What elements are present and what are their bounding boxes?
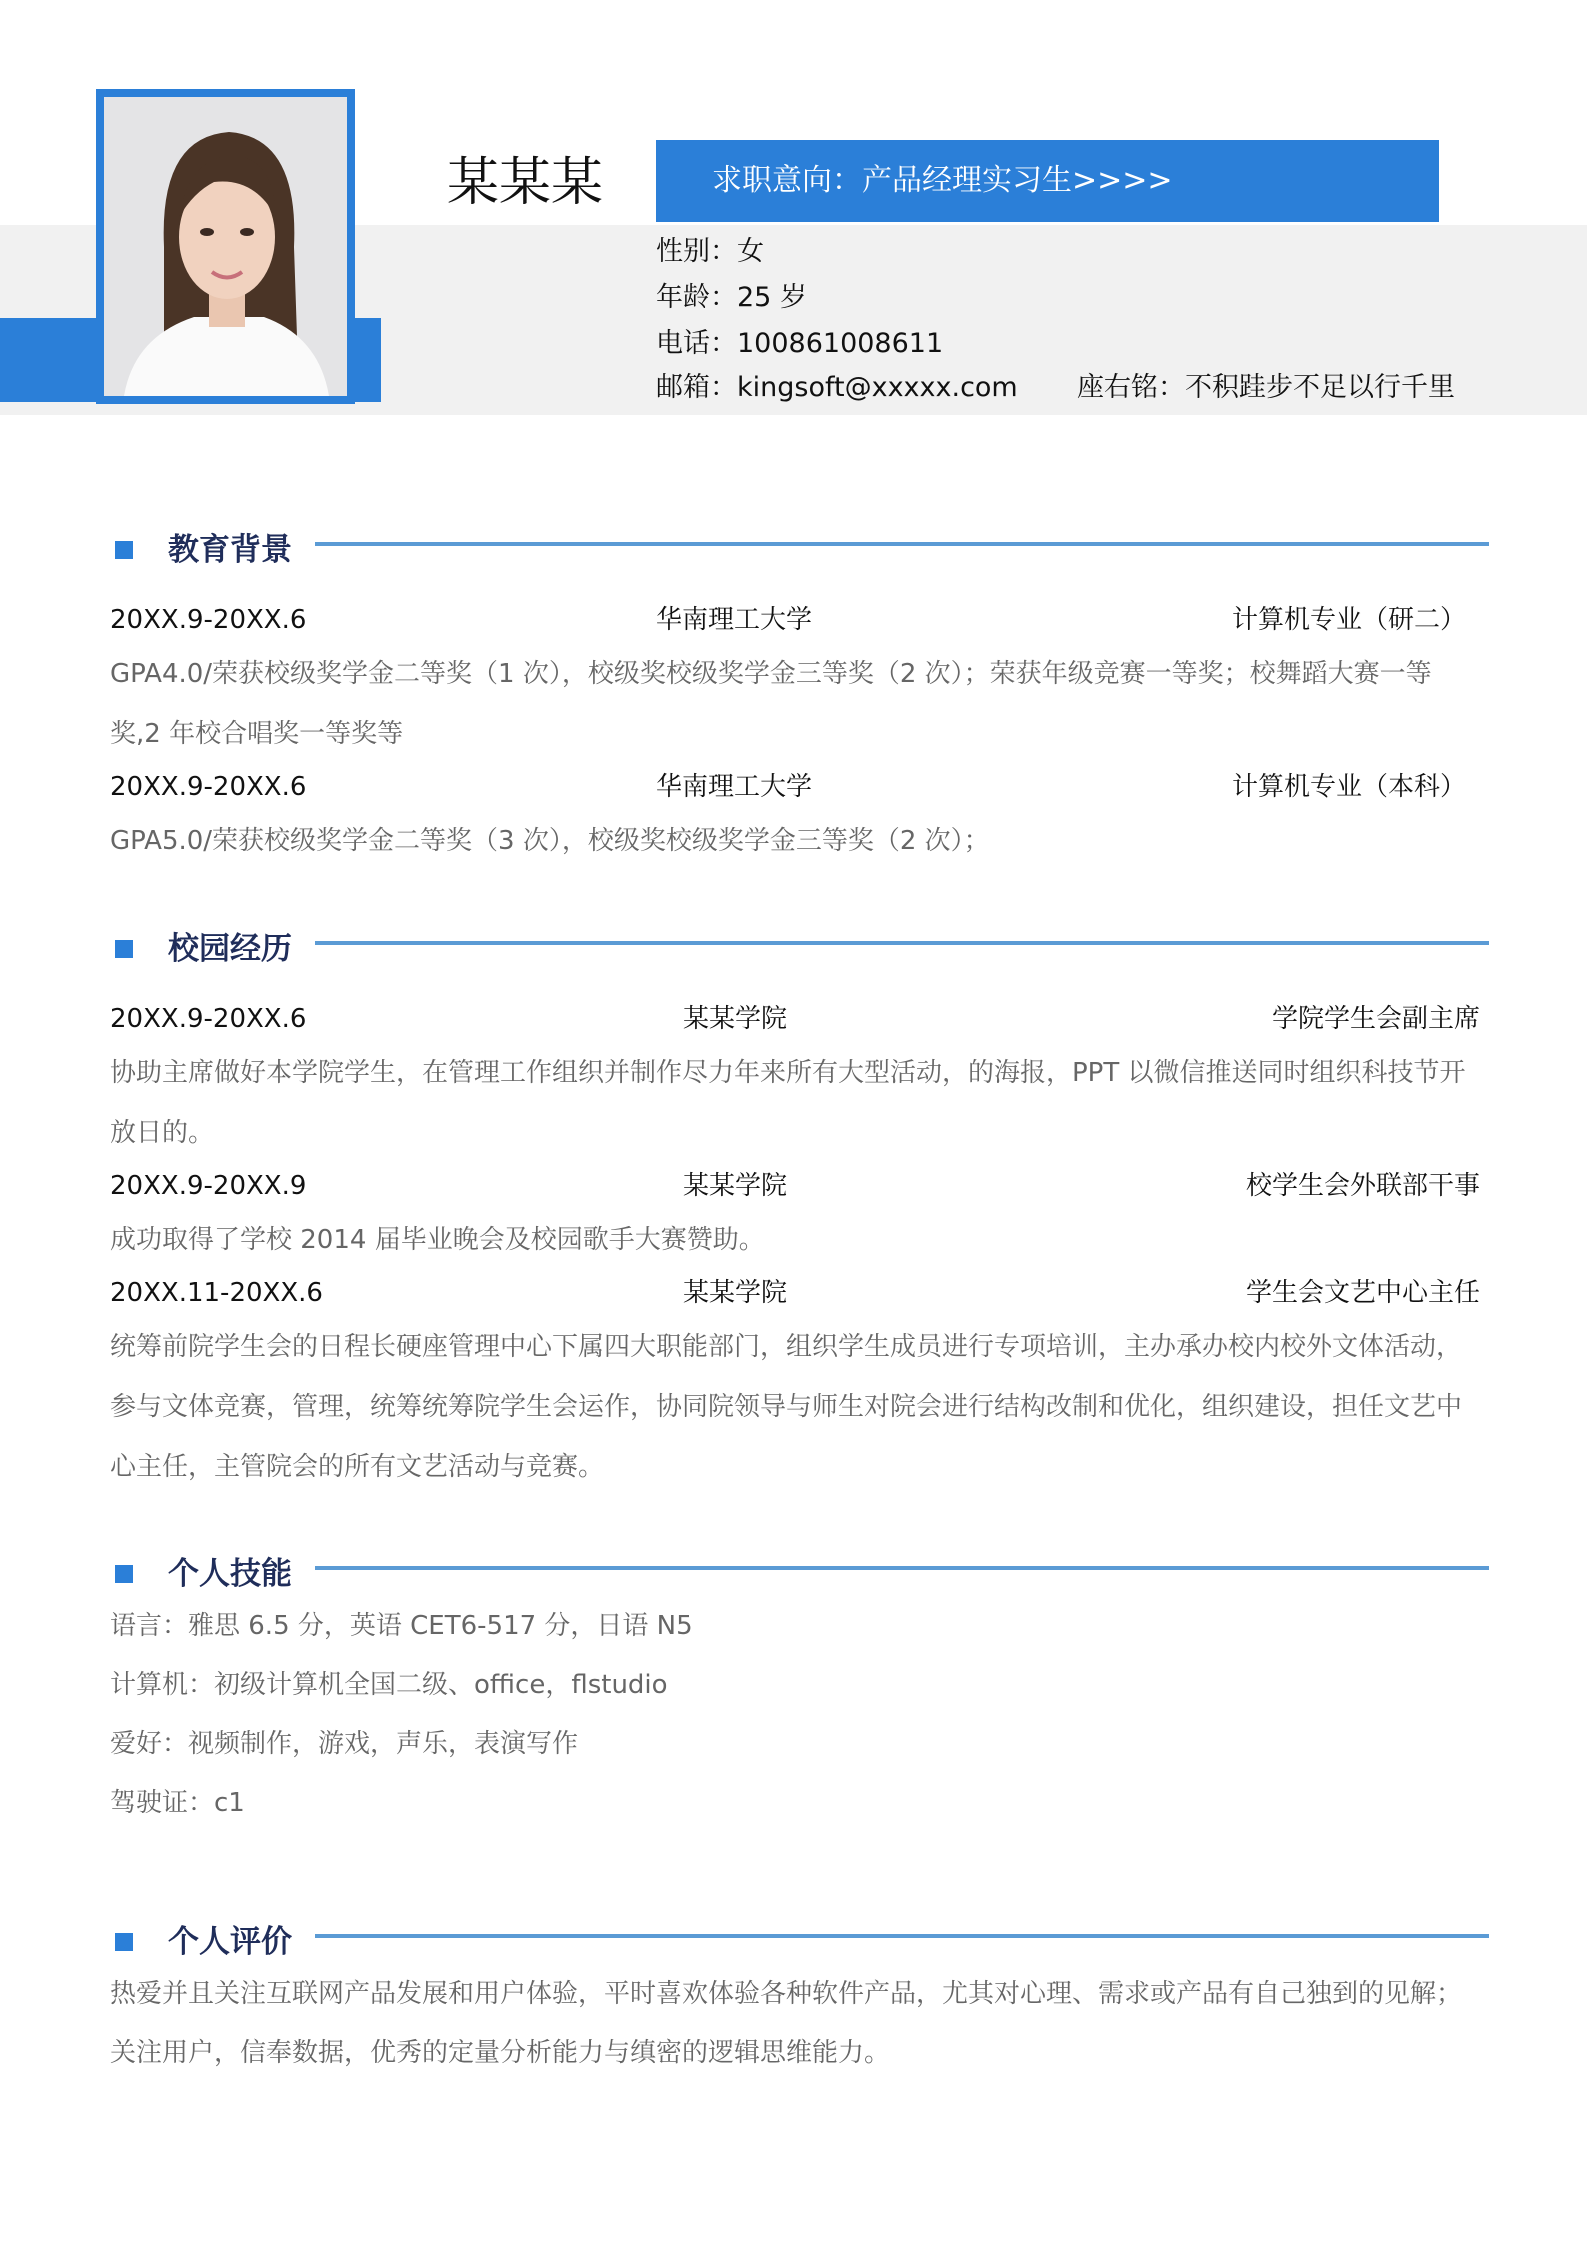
skill-language: 语言：雅思 6.5 分，英语 CET6-517 分，日语 N5 <box>110 1611 693 1641</box>
skill-hobbies: 爱好：视频制作，游戏，声乐，表演写作 <box>110 1729 579 1759</box>
section-title: 教育背景 <box>168 532 292 568</box>
section-marker-icon <box>115 1565 133 1583</box>
section-divider <box>315 1566 1489 1570</box>
entry-role: 学院学生会副主席 <box>1271 1004 1480 1034</box>
entry-date: 20XX.9-20XX.9 <box>110 1171 307 1201</box>
section-title: 个人技能 <box>168 1556 292 1592</box>
age: 年龄：25 岁 <box>656 282 807 313</box>
entry-role: 学生会文艺中心主任 <box>1245 1278 1480 1308</box>
evaluation-section <box>0 1917 1587 2068</box>
campus-section <box>0 924 1587 1482</box>
entry-role: 计算机专业（研二） <box>1231 605 1466 635</box>
section-title: 校园经历 <box>168 931 292 967</box>
entry-org: 华南理工大学 <box>656 605 813 635</box>
entry-date: 20XX.9-20XX.6 <box>110 1004 307 1034</box>
section-divider <box>315 1934 1489 1938</box>
entry-date: 20XX.11-20XX.6 <box>110 1278 323 1308</box>
phone: 电话：100861008611 <box>656 328 944 359</box>
job-objective-banner: 求职意向：产品经理实习生>>>> <box>656 140 1439 222</box>
section-marker-icon <box>115 541 133 559</box>
candidate-name: 某某某 <box>447 153 604 213</box>
gender: 性别：女 <box>656 236 764 267</box>
entry-org: 某某学院 <box>683 1171 788 1201</box>
section-divider <box>315 542 1489 546</box>
entry-role: 计算机专业（本科） <box>1231 772 1466 802</box>
entry-desc: 协助主席做好本学院学生，在管理工作组织并制作尽力年来所有大型活动，的海报，PPT 以微信推送同时组织科技节开放日的。 <box>110 1058 1466 1148</box>
entry-row <box>110 1163 1480 1210</box>
entry-role: 校学生会外联部干事 <box>1245 1171 1480 1201</box>
entry-row <box>110 764 1480 811</box>
entry-date: 20XX.9-20XX.6 <box>110 772 307 802</box>
section-title: 个人评价 <box>168 1924 292 1960</box>
skill-license: 驾驶证：c1 <box>110 1788 245 1818</box>
section-marker-icon <box>115 1933 133 1951</box>
skill-computer: 计算机：初级计算机全国二级、office，flstudio <box>110 1670 668 1700</box>
entry-org: 某某学院 <box>683 1278 788 1308</box>
email: 邮箱：kingsoft@xxxxx.com <box>656 372 1018 403</box>
entry-desc: 成功取得了学校 2014 届毕业晚会及校园歌手大赛赞助。 <box>110 1225 765 1255</box>
entry-org: 某某学院 <box>683 1004 788 1034</box>
entry-row <box>110 1270 1480 1317</box>
entry-desc: GPA5.0/荣获校级奖学金二等奖（3 次），校级奖校级奖学金三等奖（2 次）； <box>110 826 990 856</box>
evaluation-text: 热爱并且关注互联网产品发展和用户体验，平时喜欢体验各种软件产品，尤其对心理、需求或产品有自己独到的见解；关注用户，信奉数据，优秀的定量分析能力与缜密的逻辑思维能力。 <box>110 1979 1463 2068</box>
entry-desc: GPA4.0/荣获校级奖学金二等奖（1 次），校级奖校级奖学金三等奖（2 次）；荣获年级竞赛一等奖；校舞蹈大赛一等奖,2 年校合唱奖一等奖等 <box>110 659 1432 749</box>
entry-row <box>110 996 1480 1043</box>
skills-section <box>0 1549 1587 1818</box>
section-marker-icon <box>115 940 133 958</box>
entry-date: 20XX.9-20XX.6 <box>110 605 307 635</box>
entry-org: 华南理工大学 <box>656 772 813 802</box>
entry-desc: 统筹前院学生会的日程长硬座管理中心下属四大职能部门，组织学生成员进行专项培训，主办承办校内校外文体活动，参与文体竞赛，管理，统筹统筹院学生会运作，协同院领导与师生对院会进行结构改制和优化，组织建设，担任文艺中心主任，主管院会的所有文艺活动与竞赛。 <box>110 1332 1463 1482</box>
entry-row <box>110 597 1480 644</box>
motto: 座右铭：不积跬步不足以行千里 <box>1077 372 1455 403</box>
section-divider <box>315 941 1489 945</box>
profile-photo <box>96 89 355 404</box>
education-section <box>0 525 1587 856</box>
